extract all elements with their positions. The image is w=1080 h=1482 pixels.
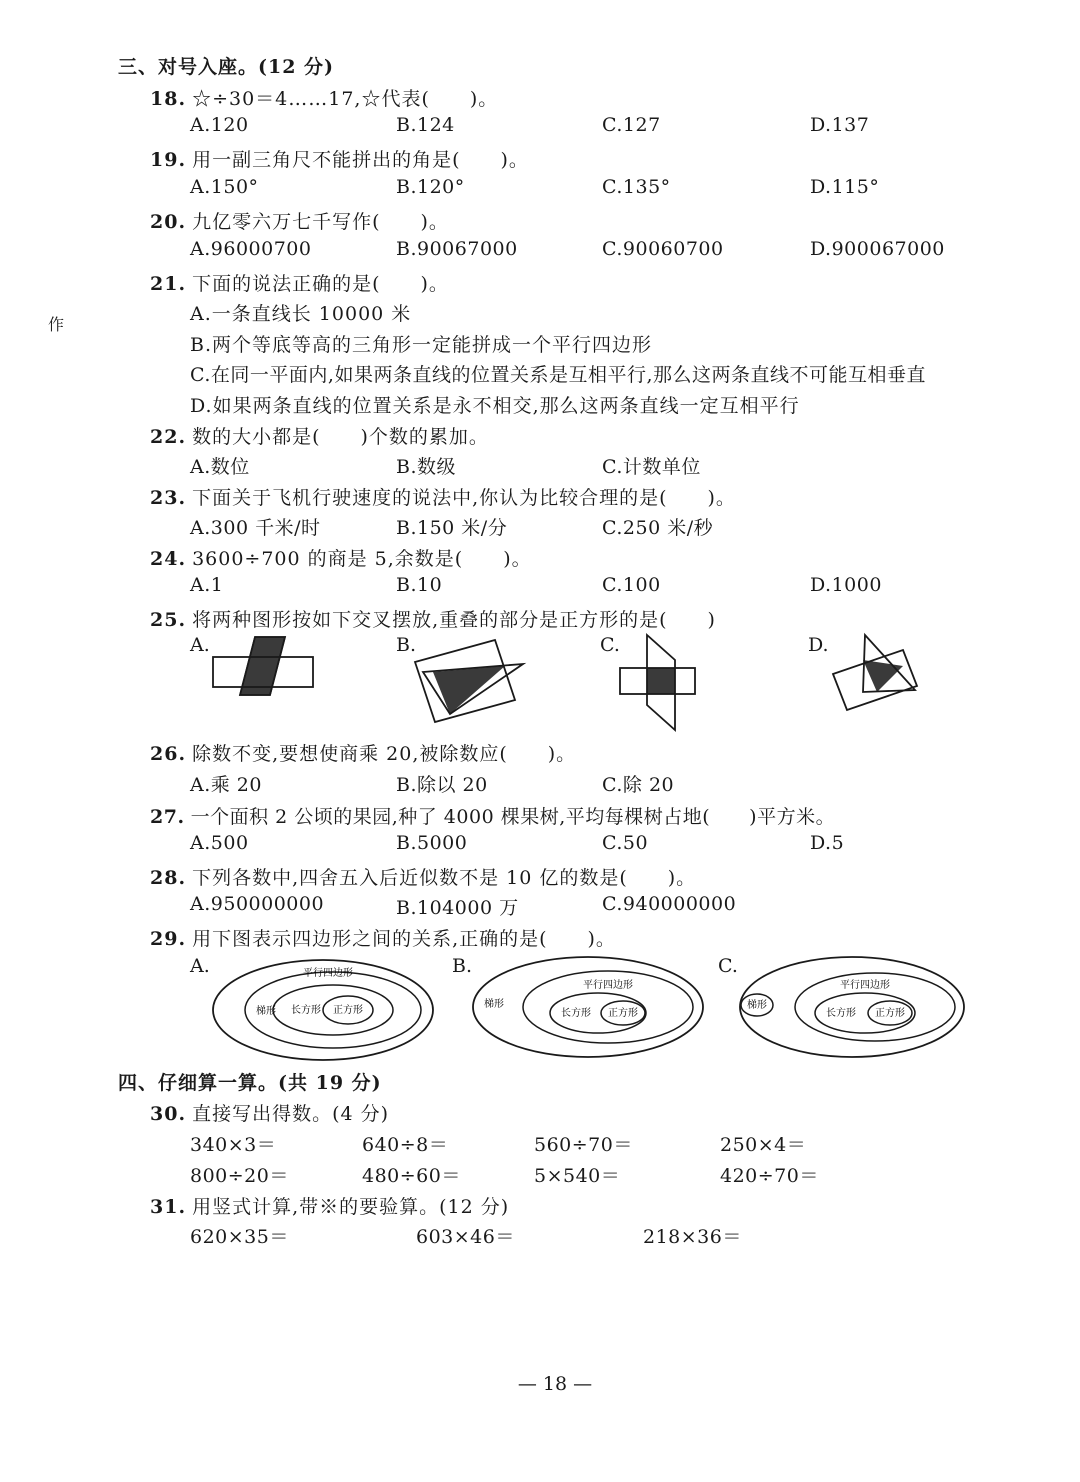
question-text: 数的大小都是( )个数的累加。 [192,426,489,448]
label-trapezoid: 梯形 [256,1006,276,1017]
question-number: 26. [150,743,187,765]
option-c: C.50 [602,832,649,854]
overlap-shape [433,666,505,714]
option-b: B.5000 [396,832,468,854]
question-number: 19. [150,149,187,171]
option-c: C.计数单位 [602,456,701,478]
question-number: 30. [150,1103,187,1125]
question-number: 27. [150,806,185,828]
option-d: D.137 [810,114,870,136]
question-text: 下列各数中,四舍五入后近似数不是 10 亿的数是( )。 [192,867,697,889]
label-parallelogram: 平行四边形 [840,980,890,991]
option-d: D.900067000 [810,238,945,260]
option-d: D.5 [810,832,845,854]
option-b: B.120° [396,176,465,198]
calc-item: 250×4＝ [720,1134,807,1156]
option-d: D.1000 [810,574,882,596]
question-29 [150,924,616,951]
page-number: — 18 — [517,1373,593,1395]
question-number: 20. [150,211,187,233]
question-text: 除数不变,要想使商乘 20,被除数应( )。 [192,743,577,765]
question-19 [150,145,529,172]
question-28 [150,863,696,890]
option-a: A.数位 [190,456,250,478]
question-25 [150,605,716,632]
question-24 [150,544,532,571]
calc-item: 603×46＝ [416,1226,515,1248]
venn-diagram-c [735,955,970,1065]
question-18 [150,84,498,111]
option-b: B.数级 [396,456,457,478]
option-c: C.除 20 [602,774,675,796]
option-d-label: D. [808,634,829,656]
question-text: 用一副三角尺不能拼出的角是( )。 [192,149,529,171]
label-trapezoid: 梯形 [484,999,504,1010]
label-rectangle: 长方形 [291,1005,321,1016]
venn-diagram-b [468,955,708,1065]
calc-item: 420÷70＝ [720,1165,819,1187]
label-trapezoid: 梯形 [747,1000,767,1011]
calc-item: 218×36＝ [643,1226,742,1248]
question-text: 下面关于飞机行驶速度的说法中,你认为比较合理的是( )。 [192,487,736,509]
option-a: A.乘 20 [190,774,262,796]
label-rectangle: 长方形 [826,1008,856,1019]
label-rectangle: 长方形 [561,1008,591,1019]
calc-item: 560÷70＝ [534,1134,633,1156]
option-c-label: C. [718,955,738,977]
option-a-label: A. [190,634,210,656]
figure-25d [825,630,925,715]
option-c: C.250 米/秒 [602,517,714,539]
option-b: B.10 [396,574,443,596]
question-number: 23. [150,487,187,509]
question-number: 21. [150,273,187,295]
question-number: 31. [150,1196,187,1218]
option-a: A.120 [190,114,249,136]
option-d: D.如果两条直线的位置关系是永不相交,那么这两条直线一定互相平行 [190,395,800,417]
option-d: D.115° [810,176,880,198]
margin-mark: 作 [48,315,65,334]
option-c: C.940000000 [602,893,737,915]
venn-diagram-a [208,955,438,1065]
label-parallelogram: 平行四边形 [303,968,353,979]
calc-item: 640÷8＝ [362,1134,449,1156]
option-b: B.150 米/分 [396,517,508,539]
question-number: 18. [150,88,187,110]
question-number: 29. [150,928,187,950]
calc-item: 480÷60＝ [362,1165,461,1187]
section-title-3: 三、对号入座。(12 分) [118,56,335,78]
question-number: 24. [150,548,187,570]
figure-25b [405,630,530,730]
option-b-label: B. [396,634,417,656]
option-c: C.135° [602,176,671,198]
outer-ellipse [740,957,964,1057]
label-parallelogram: 平行四边形 [583,980,633,991]
option-a: A.150° [190,176,259,198]
question-20 [150,207,449,234]
option-a: A.950000000 [190,893,325,915]
option-c: C.90060700 [602,238,724,260]
option-a: A.96000700 [190,238,312,260]
overlap-shape [863,660,903,692]
calc-item: 5×540＝ [534,1165,621,1187]
option-c: C.100 [602,574,661,596]
figure-25a [205,630,320,700]
question-text: 九亿零六万七千写作( )。 [192,211,449,233]
question-number: 25. [150,609,187,631]
option-b: B.104000 万 [396,897,519,919]
option-a-label: A. [190,955,210,977]
question-31 [150,1192,509,1219]
option-c: C.127 [602,114,661,136]
option-b: B.90067000 [396,238,518,260]
option-b-label: B. [452,955,473,977]
calc-item: 800÷20＝ [190,1165,289,1187]
option-a: A.一条直线长 10000 米 [190,303,412,325]
calc-item: 620×35＝ [190,1226,289,1248]
question-text: 3600÷700 的商是 5,余数是( )。 [192,548,532,570]
label-square: 正方形 [333,1005,363,1016]
option-b: B.两个等底等高的三角形一定能拼成一个平行四边形 [190,334,653,356]
question-text: 将两种图形按如下交叉摆放,重叠的部分是正方形的是( ) [192,609,716,631]
question-26 [150,739,576,766]
question-number: 28. [150,867,187,889]
question-text: 用下图表示四边形之间的关系,正确的是( )。 [192,928,616,950]
question-27 [150,802,835,829]
question-22 [150,422,489,449]
question-30 [150,1099,389,1126]
overlap-shape [647,668,675,694]
option-c-label: C. [600,634,620,656]
question-number: 22. [150,426,187,448]
option-b: B.124 [396,114,455,136]
option-a: A.500 [190,832,249,854]
question-text: 用竖式计算,带※的要验算。(12 分) [192,1196,510,1218]
option-b: B.除以 20 [396,774,488,796]
question-21 [150,269,449,296]
question-text: 下面的说法正确的是( )。 [192,273,449,295]
section-title-4: 四、仔细算一算。(共 19 分) [118,1072,382,1094]
question-text: ☆÷30＝4……17,☆代表( )。 [192,88,499,110]
label-square: 正方形 [608,1008,638,1019]
question-23 [150,483,736,510]
option-a: A.300 千米/时 [190,517,321,539]
figure-25c [612,630,702,735]
question-text: 直接写出得数。(4 分) [192,1103,390,1125]
option-a: A.1 [190,574,224,596]
label-square: 正方形 [875,1008,905,1019]
question-text: 一个面积 2 公顷的果园,种了 4000 棵果树,平均每棵树占地( )平方米。 [190,806,836,828]
calc-item: 340×3＝ [190,1134,277,1156]
option-c: C.在同一平面内,如果两条直线的位置关系是互相平行,那么这两条直线不可能互相垂直 [190,364,926,386]
